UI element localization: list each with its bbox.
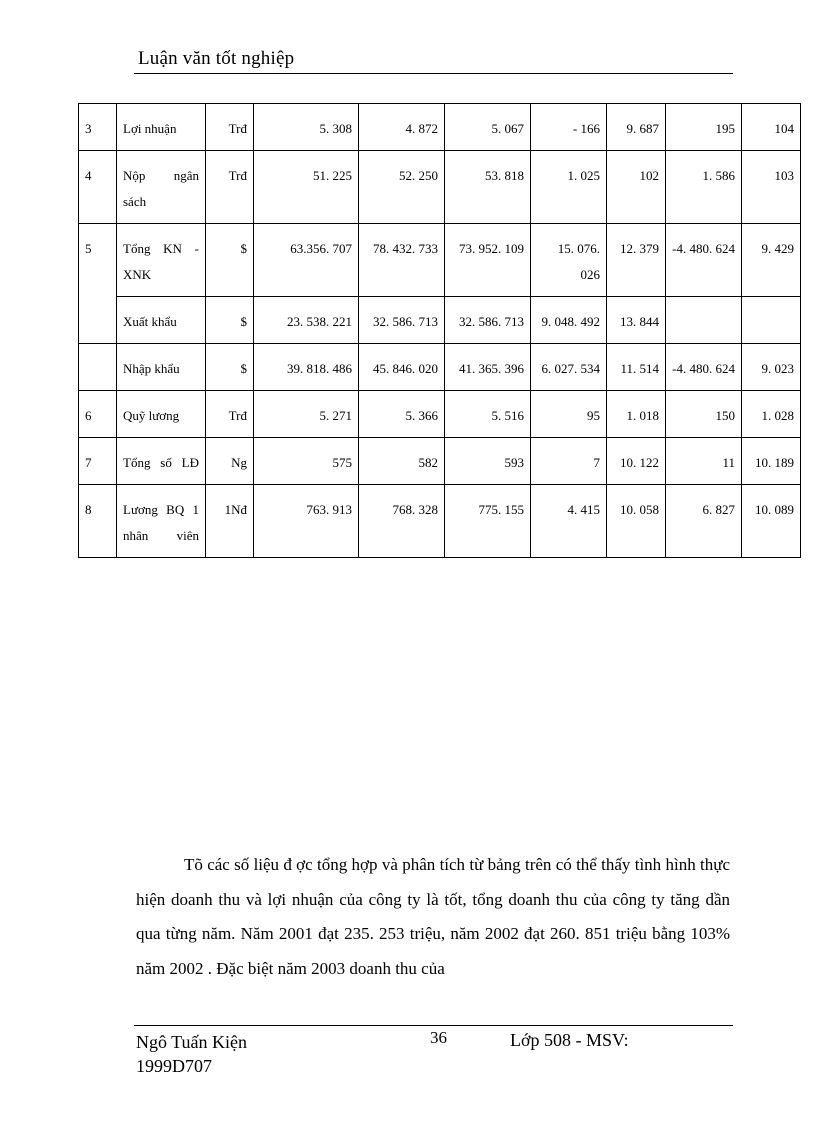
cell-value	[666, 297, 742, 344]
cell-value: 195	[666, 104, 742, 151]
table-row	[79, 151, 801, 224]
cell-value: 78. 432. 733	[359, 224, 445, 297]
footer-student-id: 1999D707	[136, 1056, 212, 1076]
cell-name: Tổng số LĐ	[117, 438, 206, 485]
cell-value: 150	[666, 391, 742, 438]
cell-value: 11	[666, 438, 742, 485]
cell-value: 4. 415	[531, 485, 607, 558]
body-paragraph	[136, 848, 730, 986]
cell-value: 10. 189	[742, 438, 801, 485]
footer-rule	[134, 1025, 733, 1026]
cell-stt	[79, 344, 117, 391]
cell-value: 102	[607, 151, 666, 224]
cell-unit: $	[206, 344, 254, 391]
page-number: 36	[430, 1028, 447, 1047]
cell-value: 13. 844	[607, 297, 666, 344]
cell-name: Nhập khẩu	[117, 344, 206, 391]
table-row	[79, 224, 801, 297]
cell-value: 9. 429	[742, 224, 801, 297]
cell-value: 52. 250	[359, 151, 445, 224]
cell-stt: 5	[79, 224, 117, 297]
cell-value: 5. 516	[445, 391, 531, 438]
footer-class-info: Lớp 508 - MSV:	[510, 1030, 629, 1050]
cell-value: 1. 586	[666, 151, 742, 224]
page-header-title: Luận văn tốt nghiệp	[138, 48, 295, 69]
cell-value: 53. 818	[445, 151, 531, 224]
cell-value: -4. 480. 624	[666, 224, 742, 297]
table-row	[79, 485, 801, 558]
cell-value: 73. 952. 109	[445, 224, 531, 297]
cell-unit: Trđ	[206, 151, 254, 224]
cell-value: 45. 846. 020	[359, 344, 445, 391]
cell-value: 104	[742, 104, 801, 151]
cell-unit: Ng	[206, 438, 254, 485]
cell-value: 5. 067	[445, 104, 531, 151]
cell-value: 63.356. 707	[254, 224, 359, 297]
cell-value: 10. 122	[607, 438, 666, 485]
cell-value: 575	[254, 438, 359, 485]
cell-value: 103	[742, 151, 801, 224]
cell-value: 1. 025	[531, 151, 607, 224]
cell-value: 6. 027. 534	[531, 344, 607, 391]
cell-name: Lương BQ 1 nhân viên	[117, 485, 206, 558]
cell-value: 12. 379	[607, 224, 666, 297]
footer-author: Ngô Tuấn Kiện	[136, 1032, 248, 1052]
cell-value: 9. 023	[742, 344, 801, 391]
cell-unit: 1Nđ	[206, 485, 254, 558]
paragraph-text: Tõ các số liệu đ ợc tổng hợp và phân tích từ bảng trên có thể thấy tình hình thực hiện doanh thu và lợi nhuận của công ty là tốt, tổng doanh thu của công ty tăng dần qua từng năm. Năm 2001 đạt 235. 253 triệu, năm 2002 đạt 260. 851 triệu bằng 103% năm 2002 . Đặc biệt năm 2003 doanh thu của	[136, 855, 730, 978]
cell-stt	[79, 297, 117, 344]
cell-value: 593	[445, 438, 531, 485]
table-row	[79, 391, 801, 438]
cell-value: 7	[531, 438, 607, 485]
table-row	[79, 344, 801, 391]
cell-value: 5. 308	[254, 104, 359, 151]
cell-unit: $	[206, 224, 254, 297]
cell-stt: 8	[79, 485, 117, 558]
table-row	[79, 104, 801, 151]
cell-unit: $	[206, 297, 254, 344]
cell-name: Quỹ lương	[117, 391, 206, 438]
cell-value: 51. 225	[254, 151, 359, 224]
cell-value	[742, 297, 801, 344]
cell-value: 763. 913	[254, 485, 359, 558]
cell-value: 768. 328	[359, 485, 445, 558]
cell-name: Tổng KN - XNK	[117, 224, 206, 297]
cell-stt: 3	[79, 104, 117, 151]
cell-name: Lợi nhuận	[117, 104, 206, 151]
table-row	[79, 297, 801, 344]
cell-value: 4. 872	[359, 104, 445, 151]
header-rule	[134, 73, 733, 74]
cell-value: 582	[359, 438, 445, 485]
cell-stt: 6	[79, 391, 117, 438]
cell-value: - 166	[531, 104, 607, 151]
cell-value: 41. 365. 396	[445, 344, 531, 391]
cell-value: 15. 076. 026	[531, 224, 607, 297]
cell-value: 39. 818. 486	[254, 344, 359, 391]
cell-value: 5. 271	[254, 391, 359, 438]
cell-value: 95	[531, 391, 607, 438]
cell-value: 11. 514	[607, 344, 666, 391]
cell-value: 5. 366	[359, 391, 445, 438]
cell-unit: Trđ	[206, 104, 254, 151]
cell-value: 6. 827	[666, 485, 742, 558]
cell-value: 32. 586. 713	[359, 297, 445, 344]
cell-value: 23. 538. 221	[254, 297, 359, 344]
cell-value: 10. 089	[742, 485, 801, 558]
footer-author-block	[136, 1030, 247, 1078]
statistics-table	[78, 103, 801, 558]
cell-value: -4. 480. 624	[666, 344, 742, 391]
cell-value: 1. 028	[742, 391, 801, 438]
cell-stt: 7	[79, 438, 117, 485]
cell-value: 9. 048. 492	[531, 297, 607, 344]
cell-unit: Trđ	[206, 391, 254, 438]
cell-name: Xuất khẩu	[117, 297, 206, 344]
cell-name: Nộp ngân sách	[117, 151, 206, 224]
cell-value: 1. 018	[607, 391, 666, 438]
cell-value: 10. 058	[607, 485, 666, 558]
cell-stt: 4	[79, 151, 117, 224]
cell-value: 32. 586. 713	[445, 297, 531, 344]
cell-value: 9. 687	[607, 104, 666, 151]
cell-value: 775. 155	[445, 485, 531, 558]
table-row	[79, 438, 801, 485]
